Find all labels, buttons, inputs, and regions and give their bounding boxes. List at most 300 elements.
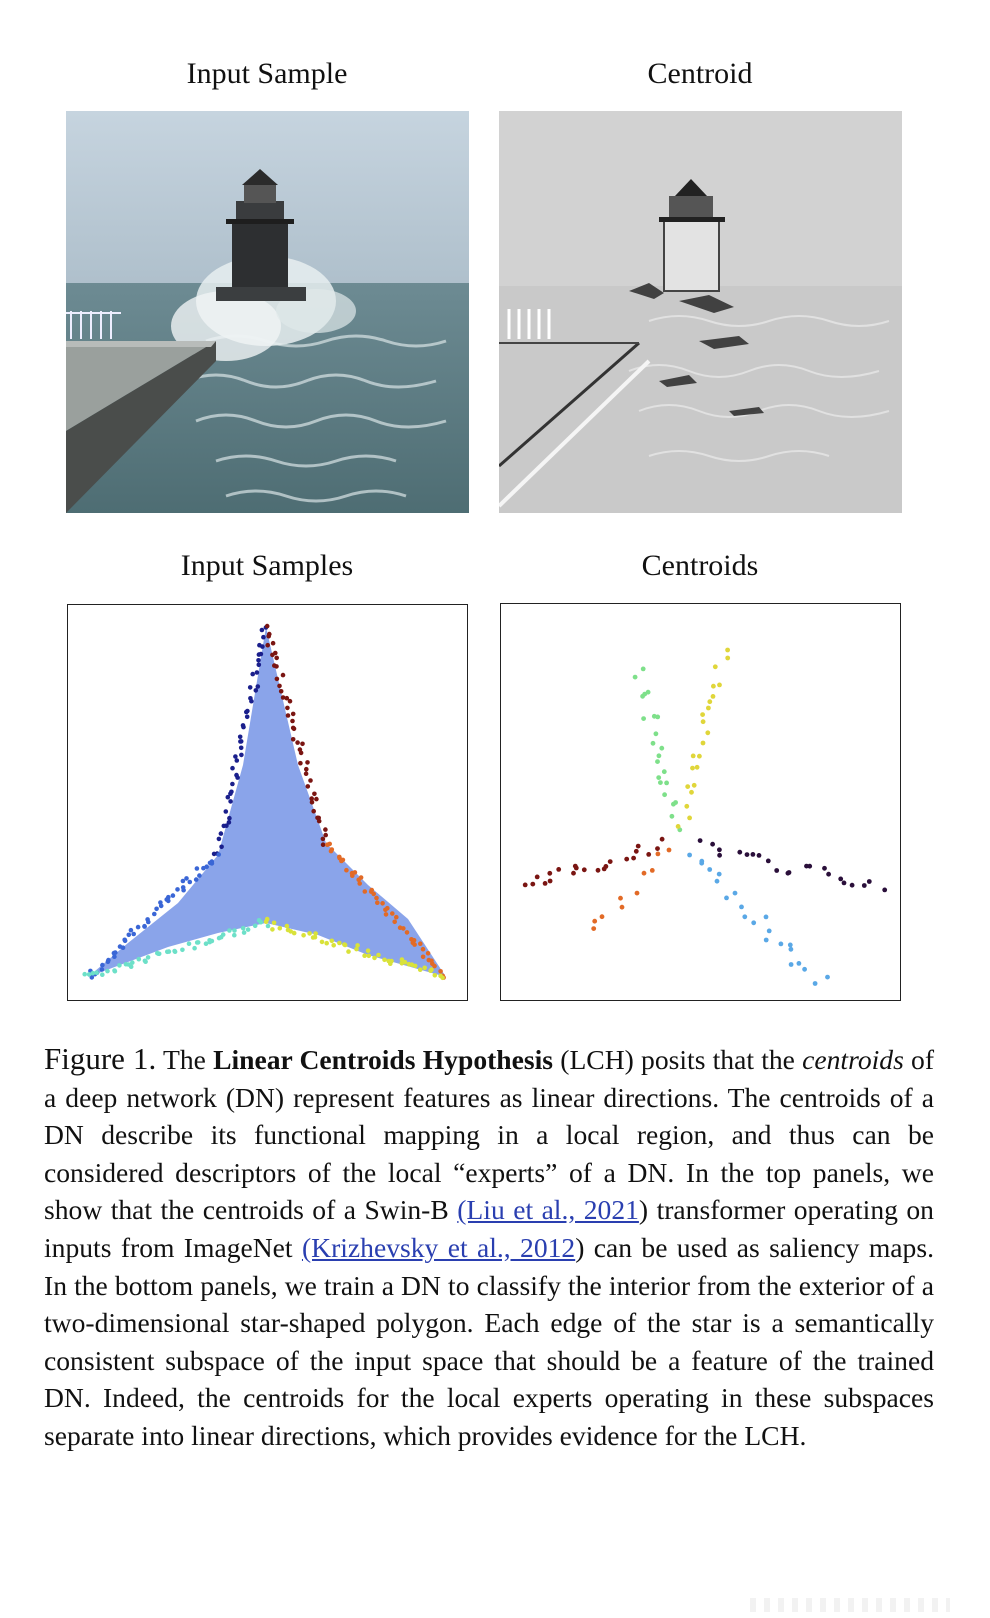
edge-sample-point <box>343 943 348 948</box>
edge-sample-point <box>239 753 244 758</box>
edge-sample-point <box>175 887 180 892</box>
edge-sample-point <box>208 861 213 866</box>
edge-sample-point <box>388 961 393 966</box>
edge-sample-point <box>250 672 255 677</box>
edge-sample-point <box>310 800 315 805</box>
centroid-point <box>739 905 744 910</box>
centroid-point <box>717 872 722 877</box>
edge-sample-point <box>320 940 325 945</box>
edge-sample-point <box>371 892 376 897</box>
edge-sample-point <box>278 926 283 931</box>
caption-text-2: (LCH) posits that the <box>553 1044 803 1075</box>
edge-sample-point <box>275 677 280 682</box>
edge-sample-point <box>339 859 344 864</box>
centroid-point <box>664 781 669 786</box>
edge-sample-point <box>376 953 381 958</box>
centroid-point <box>687 816 692 821</box>
edge-sample-point <box>418 967 423 972</box>
centroid-point <box>779 942 784 947</box>
edge-sample-point <box>304 767 309 772</box>
centroid-point <box>797 961 802 966</box>
edge-sample-point <box>325 842 330 847</box>
edge-sample-point <box>281 673 286 678</box>
edge-sample-point <box>181 879 186 884</box>
centroid-point <box>745 852 750 857</box>
centroid-point <box>523 883 528 888</box>
edge-sample-point <box>306 784 311 789</box>
edge-sample-point <box>210 939 215 944</box>
edge-sample-point <box>344 868 349 873</box>
edge-sample-point <box>212 852 217 857</box>
edge-sample-point <box>171 893 176 898</box>
centroid-point <box>825 975 830 980</box>
edge-sample-point <box>440 976 445 981</box>
edge-sample-point <box>274 664 279 669</box>
edge-sample-point <box>129 928 134 933</box>
edge-sample-point <box>242 930 247 935</box>
edge-sample-point <box>245 709 250 714</box>
edge-sample-point <box>307 931 312 936</box>
edge-sample-point <box>195 866 200 871</box>
centroid-point <box>600 914 605 919</box>
edge-sample-point <box>380 901 385 906</box>
edge-sample-point <box>260 628 265 633</box>
edge-sample-point <box>94 970 99 975</box>
edge-sample-point <box>295 740 300 745</box>
centroid-point <box>582 867 587 872</box>
edge-sample-point <box>438 969 443 974</box>
edge-sample-point <box>299 751 304 756</box>
edge-sample-point <box>239 746 244 751</box>
edge-sample-point <box>411 940 416 945</box>
centroid-point <box>701 741 706 746</box>
caption-text-3: of a deep network (DN) represent features as linear directions. The centroids of a DN describe its functional mapping in a local region, and thus can be considered descriptors of the local “experts” of a DN. In the top panels, we show that the centroids of a Swin-B <box>44 1044 935 1226</box>
edge-sample-point <box>362 953 367 958</box>
edge-sample-point <box>265 643 270 648</box>
edge-sample-point <box>195 940 200 945</box>
edge-sample-point <box>143 959 148 964</box>
edge-sample-point <box>421 947 426 952</box>
centroid-point <box>591 926 596 931</box>
edge-sample-point <box>265 624 270 629</box>
caption-bold-term: Linear Centroids Hypothesis <box>213 1044 554 1075</box>
edge-sample-point <box>301 933 306 938</box>
edge-sample-point <box>427 958 432 963</box>
edge-sample-point <box>238 735 243 740</box>
edge-sample-point <box>181 885 186 890</box>
input-samples-title: Input Samples <box>180 549 354 582</box>
edge-sample-point <box>100 972 105 977</box>
edge-sample-point <box>239 739 244 744</box>
edge-sample-point <box>313 935 318 940</box>
centroid-point <box>655 846 660 851</box>
centroids-plot <box>500 603 901 1001</box>
page-edge-artifact <box>750 1598 950 1612</box>
edge-sample-point <box>248 685 253 690</box>
centroid-point <box>684 804 689 809</box>
edge-sample-point <box>264 919 269 924</box>
edge-sample-point <box>314 797 319 802</box>
edge-sample-point <box>256 658 261 663</box>
centroid-point <box>707 867 712 872</box>
edge-sample-point <box>100 963 105 968</box>
centroid-point <box>656 852 661 857</box>
centroid-point <box>690 766 695 771</box>
centroid-point <box>571 871 576 876</box>
centroid-point <box>786 871 791 876</box>
edge-sample-point <box>266 924 271 929</box>
edge-sample-point <box>337 941 342 946</box>
edge-sample-point <box>235 775 240 780</box>
edge-sample-point <box>390 911 395 916</box>
edge-sample-point <box>256 684 261 689</box>
edge-sample-point <box>106 958 111 963</box>
edge-sample-point <box>254 688 259 693</box>
edge-sample-point <box>369 888 374 893</box>
centroid-point <box>757 853 762 858</box>
edge-sample-point <box>173 949 178 954</box>
edge-sample-point <box>123 939 128 944</box>
caption-italic-term: centroids <box>802 1044 904 1075</box>
edge-sample-point <box>157 952 162 957</box>
centroid-point <box>695 765 700 770</box>
edge-sample-point <box>304 771 309 776</box>
edge-sample-point <box>154 907 159 912</box>
centroid-point <box>697 754 702 759</box>
centroid-point <box>650 868 655 873</box>
edge-sample-point <box>224 809 229 814</box>
edge-sample-point <box>324 941 329 946</box>
centroid-point <box>641 716 646 721</box>
centroid-point <box>862 883 867 888</box>
centroid-point <box>633 675 638 680</box>
centroid-point <box>624 857 629 862</box>
centroid-point <box>592 919 597 924</box>
edge-sample-point <box>363 889 368 894</box>
centroid-point <box>789 962 794 967</box>
edge-sample-point <box>165 950 170 955</box>
edge-sample-point <box>418 941 423 946</box>
centroid-point <box>838 877 843 882</box>
centroid-point <box>699 861 704 866</box>
edge-sample-point <box>305 760 310 765</box>
edge-sample-point <box>375 900 380 905</box>
edge-sample-point <box>105 969 110 974</box>
centroid-point <box>634 849 639 854</box>
edge-sample-point <box>266 634 271 639</box>
centroid-point <box>774 868 779 873</box>
centroid-saliency-image <box>499 111 902 513</box>
centroid-point <box>556 867 561 872</box>
centroid-point <box>882 888 887 893</box>
edge-sample-point <box>217 837 222 842</box>
centroid-point <box>701 719 706 724</box>
edge-sample-point <box>146 955 151 960</box>
edge-sample-point <box>221 932 226 937</box>
edge-sample-point <box>136 925 141 930</box>
centroid-point <box>651 741 656 746</box>
edge-sample-point <box>285 924 290 929</box>
edge-sample-point <box>230 766 235 771</box>
input-samples-plot <box>67 604 468 1001</box>
centroid-point <box>742 914 747 919</box>
centroid-point <box>804 864 809 869</box>
edge-sample-point <box>226 795 231 800</box>
edge-sample-point <box>166 899 171 904</box>
edge-sample-point <box>257 663 262 668</box>
edge-sample-point <box>312 792 317 797</box>
centroid-point <box>826 872 831 877</box>
centroid-point <box>655 759 660 764</box>
centroid-point <box>574 866 579 871</box>
centroid-point <box>764 938 769 943</box>
edge-sample-point <box>288 699 293 704</box>
centroid-point <box>641 667 646 672</box>
edge-sample-point <box>112 968 117 973</box>
caption-text-4: ) transformer operating on inputs from ImageNet <box>44 1194 934 1263</box>
centroid-point <box>654 731 659 736</box>
centroids-title: Centroids <box>641 549 759 582</box>
centroid-point <box>710 842 715 847</box>
edge-sample-point <box>367 954 372 959</box>
centroid-point <box>737 850 742 855</box>
star-polygon-svg <box>68 605 466 999</box>
centroid-point <box>689 790 694 795</box>
edge-sample-point <box>204 864 209 869</box>
edge-sample-point <box>291 737 296 742</box>
centroid-point <box>706 706 711 711</box>
edge-sample-point <box>392 920 397 925</box>
centroid-point <box>711 694 716 699</box>
edge-sample-point <box>232 933 237 938</box>
centroid-point <box>642 692 647 697</box>
edge-sample-point <box>298 761 303 766</box>
centroid-point <box>724 896 729 901</box>
edge-sample-point <box>142 924 147 929</box>
centroid-point <box>698 838 703 843</box>
centroid-point <box>535 875 540 880</box>
edge-sample-point <box>137 957 142 962</box>
edge-sample-point <box>286 713 291 718</box>
centroid-point <box>766 859 771 864</box>
centroid-point <box>705 730 710 735</box>
citation-liu-2021-link[interactable]: (Liu et al., 2021 <box>457 1194 639 1226</box>
centroid-point <box>822 866 827 871</box>
edge-sample-point <box>180 948 185 953</box>
centroid-point <box>717 683 722 688</box>
edge-sample-point <box>401 926 406 931</box>
edge-sample-point <box>192 946 197 951</box>
edge-sample-point <box>422 966 427 971</box>
centroid-point <box>657 753 662 758</box>
centroid-point <box>717 853 722 858</box>
edge-sample-point <box>353 870 358 875</box>
centroid-point <box>691 754 696 759</box>
centroid-point <box>687 853 692 858</box>
centroid-point <box>631 856 636 861</box>
edge-sample-point <box>331 943 336 948</box>
centroid-point <box>662 792 667 797</box>
edge-sample-point <box>100 967 105 972</box>
centroids-scatter-svg <box>501 604 899 999</box>
centroid-point <box>715 879 720 884</box>
centroid-point <box>667 848 672 853</box>
edge-sample-point <box>311 809 316 814</box>
edge-sample-point <box>428 968 433 973</box>
centroid-point <box>789 947 794 952</box>
centroid-point <box>725 656 730 661</box>
edge-sample-point <box>222 824 227 829</box>
edge-sample-point <box>273 651 278 656</box>
edge-sample-point <box>152 912 157 917</box>
edge-sample-point <box>292 727 297 732</box>
centroid-point <box>751 852 756 857</box>
edge-sample-point <box>385 906 390 911</box>
centroid-point <box>662 769 667 774</box>
centroid-point <box>602 867 607 872</box>
centroid-point <box>733 891 738 896</box>
edge-sample-point <box>290 719 295 724</box>
centroid-point <box>658 780 663 785</box>
edge-sample-point <box>272 921 277 926</box>
centroid-point <box>548 879 553 884</box>
edge-sample-point <box>216 852 221 857</box>
edge-sample-point <box>112 954 117 959</box>
centroid-point <box>596 868 601 873</box>
edge-sample-point <box>227 816 232 821</box>
edge-sample-point <box>291 712 296 717</box>
edge-sample-point <box>270 927 275 932</box>
edge-sample-point <box>277 684 282 689</box>
edge-sample-point <box>432 964 437 969</box>
centroid-point <box>767 929 772 934</box>
centroid-point <box>547 871 552 876</box>
centroid-point <box>751 920 756 925</box>
edge-sample-point <box>187 941 192 946</box>
edge-sample-point <box>194 877 199 882</box>
centroid-point <box>543 881 548 886</box>
centroid-point <box>788 943 793 948</box>
centroid-point <box>707 699 712 704</box>
edge-sample-point <box>127 933 132 938</box>
edge-sample-point <box>433 973 438 978</box>
edge-sample-point <box>219 845 224 850</box>
centroid-point <box>685 784 690 789</box>
edge-sample-point <box>366 948 371 953</box>
centroid-point <box>850 883 855 888</box>
centroid-point <box>842 881 847 886</box>
edge-sample-point <box>321 837 326 842</box>
edge-sample-point <box>317 819 322 824</box>
centroid-point <box>676 824 681 829</box>
edge-sample-point <box>354 947 359 952</box>
edge-sample-point <box>146 920 151 925</box>
centroid-point <box>764 915 769 920</box>
edge-sample-point <box>233 754 238 759</box>
edge-sample-point <box>357 881 362 886</box>
input-sample-title: Input Sample <box>186 57 348 90</box>
centroid-title: Centroid <box>647 57 753 90</box>
edge-sample-point <box>130 960 135 965</box>
edge-sample-point <box>230 782 235 787</box>
edge-sample-point <box>421 955 426 960</box>
edge-sample-point <box>300 742 305 747</box>
edge-sample-point <box>426 951 431 956</box>
edge-sample-point <box>323 827 328 832</box>
edge-sample-point <box>219 831 224 836</box>
edge-sample-point <box>131 932 136 937</box>
figure-label: Figure 1. <box>44 1041 157 1076</box>
edge-sample-point <box>91 971 96 976</box>
edge-sample-point <box>384 912 389 917</box>
edge-sample-point <box>308 778 313 783</box>
centroid-point <box>700 712 705 717</box>
centroid-point <box>692 783 697 788</box>
centroid-point <box>608 859 613 864</box>
centroid-point <box>642 871 647 876</box>
edge-sample-point <box>159 904 164 909</box>
centroid-point <box>636 844 641 849</box>
edge-sample-point <box>394 915 399 920</box>
centroid-point <box>530 882 535 887</box>
centroid-point <box>652 714 657 719</box>
edge-sample-point <box>257 918 262 923</box>
edge-sample-point <box>246 927 251 932</box>
edge-sample-point <box>260 644 265 649</box>
edge-sample-point <box>117 963 122 968</box>
centroid-point <box>618 896 623 901</box>
edge-sample-point <box>374 896 379 901</box>
edge-sample-point <box>235 758 240 763</box>
edge-sample-point <box>330 939 335 944</box>
edge-sample-point <box>382 958 387 963</box>
edge-sample-point <box>403 960 408 965</box>
edge-sample-point <box>321 842 326 847</box>
edge-sample-point <box>188 880 193 885</box>
edge-sample-point <box>285 706 290 711</box>
edge-sample-point <box>241 926 246 931</box>
edge-sample-point <box>227 928 232 933</box>
centroid-point <box>620 905 625 910</box>
edge-sample-point <box>118 944 123 949</box>
edge-sample-point <box>259 652 264 657</box>
edge-sample-point <box>228 799 233 804</box>
centroid-point <box>802 967 807 972</box>
edge-sample-point <box>129 964 134 969</box>
centroid-point <box>725 648 730 653</box>
centroid-point <box>660 837 665 842</box>
input-sample-image <box>66 111 469 513</box>
citation-krizhevsky-2012-link[interactable]: (Krizhevsky et al., 2012 <box>301 1231 576 1263</box>
edge-sample-point <box>197 873 202 878</box>
centroid-point <box>713 664 718 669</box>
edge-sample-point <box>413 964 418 969</box>
edge-sample-point <box>245 715 250 720</box>
edge-sample-point <box>323 833 328 838</box>
centroid-point <box>673 800 678 805</box>
edge-sample-point <box>329 849 334 854</box>
centroid-point <box>646 852 651 857</box>
centroid-point <box>711 684 716 689</box>
edge-sample-point <box>292 931 297 936</box>
edge-sample-point <box>113 950 118 955</box>
edge-sample-point <box>232 928 237 933</box>
edge-sample-point <box>372 956 377 961</box>
centroid-point <box>867 879 872 884</box>
caption-text-5: ) can be used as saliency maps. In the bottom panels, we train a DN to classify the interior from the exterior of a two-dimensional star-shaped polygon. Each edge of the star is a semantically consistent subspace of the input space that should be a feature of the trained DN. Indeed, the centroids for the local experts operating in these subspaces separate into linear directions, which provides evidence for the LCH. <box>44 1231 934 1451</box>
edge-sample-point <box>274 656 279 661</box>
centroid-point <box>813 981 818 986</box>
